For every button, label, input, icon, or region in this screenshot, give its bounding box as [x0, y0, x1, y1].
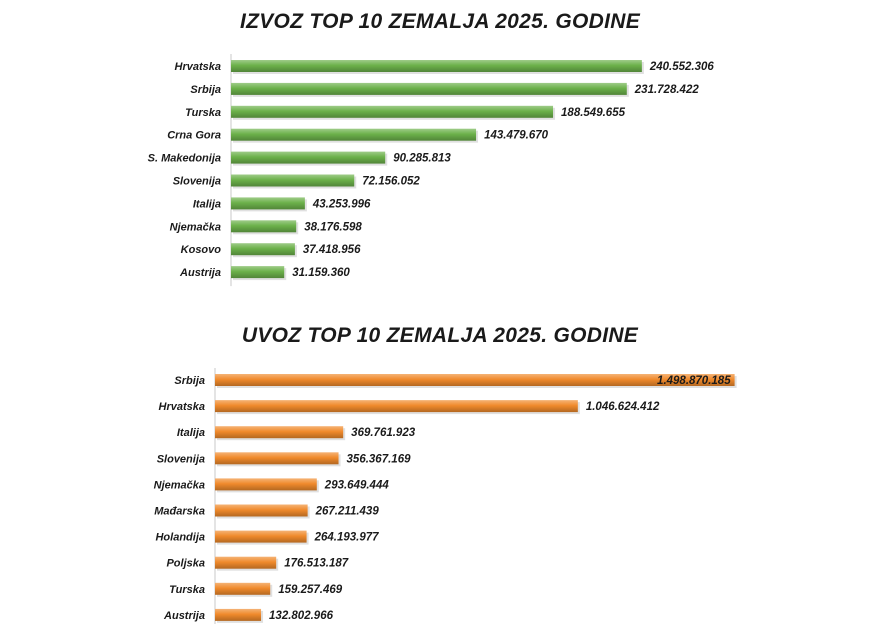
export-chart-title: IZVOZ TOP 10 ZEMALJA 2025. GODINE	[239, 10, 641, 33]
export-category-label: Turska	[185, 106, 221, 119]
import-chart-title: UVOZ TOP 10 ZEMALJA 2025. GODINE	[241, 324, 639, 347]
export-bar	[231, 129, 476, 141]
export-bar	[231, 197, 305, 209]
export-chart	[0, 48, 880, 308]
import-bar	[215, 452, 339, 464]
import-value-label: 132.802.966	[269, 609, 333, 622]
export-value-label: 43.253.996	[312, 198, 371, 211]
import-category-label: Mađarska	[154, 505, 205, 518]
import-value-label: 293.649.444	[324, 479, 389, 492]
export-category-label: S. Makedonija	[147, 152, 221, 165]
import-category-label: Njemačka	[153, 479, 205, 492]
import-value-label: 369.761.923	[351, 427, 416, 440]
import-value-label: 264.193.977	[314, 531, 379, 544]
import-bar	[215, 583, 270, 595]
export-value-label: 72.156.052	[362, 175, 420, 188]
export-bar	[231, 60, 642, 72]
import-bar	[215, 400, 578, 412]
import-category-label: Austrija	[164, 609, 205, 622]
export-bar	[231, 152, 385, 164]
import-value-label: 1.498.870.185	[657, 375, 731, 387]
export-bar	[231, 83, 627, 95]
export-value-label: 90.285.813	[393, 152, 451, 165]
export-value-label: 188.549.655	[561, 106, 625, 119]
import-bar	[215, 609, 261, 621]
export-value-label: 231.728.422	[634, 83, 699, 96]
export-bar	[231, 106, 553, 118]
import-category-label: Srbija	[174, 375, 205, 387]
import-chart	[0, 360, 880, 624]
export-bar	[231, 175, 354, 187]
export-category-label: Slovenija	[172, 175, 221, 188]
export-bar	[231, 220, 296, 232]
import-bar	[215, 478, 317, 490]
export-category-label: Austrija	[180, 267, 221, 280]
import-bar	[215, 505, 308, 517]
import-bar	[215, 426, 343, 438]
export-value-label: 31.159.360	[292, 267, 350, 280]
import-category-label: Hrvatska	[158, 401, 205, 414]
export-category-label: Kosovo	[180, 244, 221, 257]
import-category-label: Slovenija	[156, 453, 205, 466]
export-value-label: 38.176.598	[304, 221, 362, 234]
export-category-label: Srbija	[190, 83, 221, 96]
export-category-label: Italija	[192, 198, 221, 211]
import-value-label: 176.513.187	[284, 557, 349, 570]
import-category-label: Holandija	[155, 531, 205, 544]
import-value-label: 267.211.439	[315, 505, 379, 518]
import-value-label: 1.046.624.412	[585, 401, 660, 414]
export-category-label: Hrvatska	[174, 61, 221, 73]
import-bar	[215, 557, 276, 569]
export-bar	[231, 266, 284, 278]
import-category-label: Turska	[169, 583, 205, 596]
import-value-label: 356.367.169	[346, 453, 411, 466]
export-bar	[231, 243, 295, 255]
export-category-label: Njemačka	[169, 221, 221, 234]
import-category-label: Poljska	[166, 557, 205, 570]
import-value-label: 159.257.469	[278, 583, 343, 596]
export-value-label: 37.418.956	[302, 244, 361, 257]
export-value-label: 240.552.306	[649, 61, 714, 73]
export-category-label: Crna Gora	[167, 129, 221, 142]
export-value-label: 143.479.670	[484, 129, 549, 142]
import-bar	[215, 531, 307, 543]
import-category-label: Italija	[176, 427, 205, 440]
